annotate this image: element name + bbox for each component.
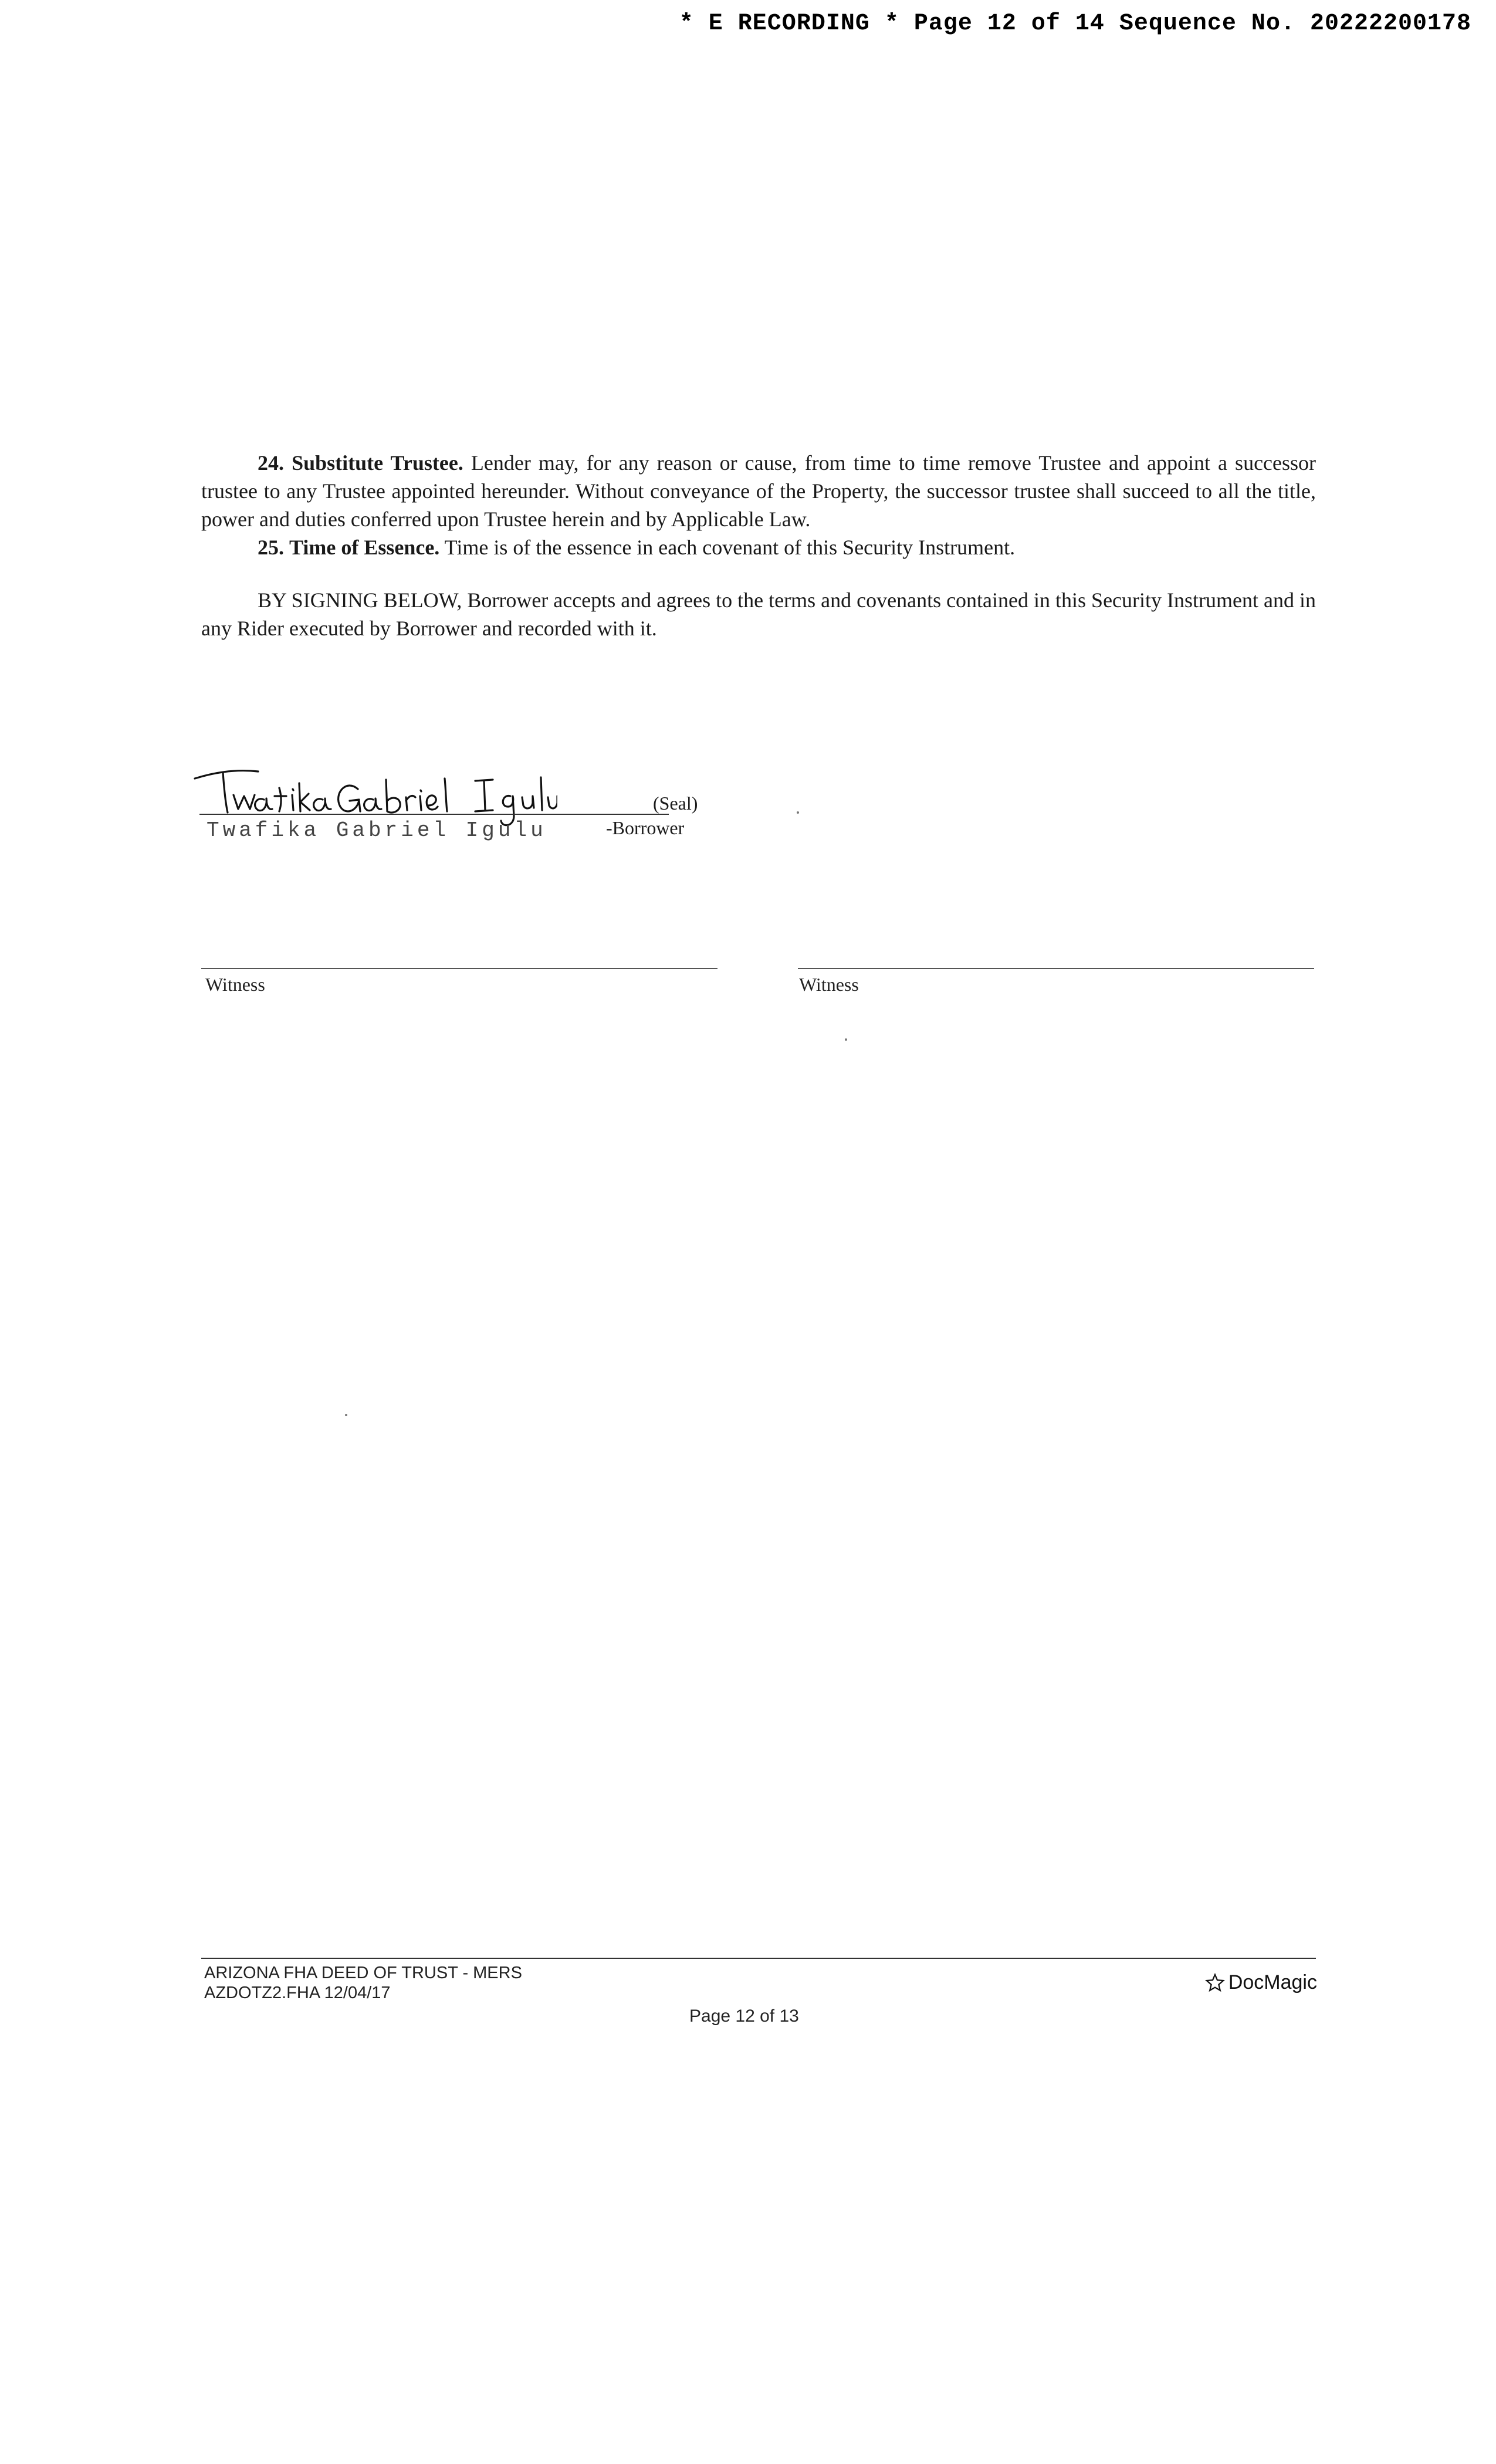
section-25-title: Time of Essence. <box>289 536 440 559</box>
section-24 <box>201 449 1316 533</box>
star-icon <box>1205 1973 1225 1993</box>
section-25-number: 25. <box>258 536 284 559</box>
document-body <box>201 449 1316 642</box>
section-24-title: Substitute Trustee. <box>292 451 463 475</box>
witness-line-right <box>798 968 1314 969</box>
borrower-signature-block <box>176 754 739 859</box>
section-24-text: Lender may, for any reason or cause, from time to time remove Trustee and appoint a successor trustee to any Trustee appointed hereunder. Without conveyance of the Property, the successor trustee shall succeed to all the title, power and duties conferred upon Trustee herein and by Applicable Law. <box>201 451 1316 531</box>
witness-line-left <box>201 968 717 969</box>
docmagic-logo <box>1205 1971 1317 1994</box>
paragraph-gap <box>201 561 1316 586</box>
footer-page-number: Page 12 of 13 <box>689 2006 799 2026</box>
scan-speck <box>845 1038 847 1041</box>
section-25-text: Time is of the essence in each covenant of this Security Instrument. <box>444 536 1016 559</box>
footer-rule <box>201 1958 1316 1959</box>
footer-form-info <box>204 1963 522 2003</box>
seal-label: (Seal) <box>653 793 698 814</box>
signing-statement: BY SIGNING BELOW, Borrower accepts and agrees to the terms and covenants contained in this Security Instrument and in any Rider executed by Borrower and recorded with it. <box>201 588 1316 640</box>
footer-form-code: AZDOTZ2.FHA 12/04/17 <box>204 1984 391 2002</box>
recording-stamp: * E RECORDING * Page 12 of 14 Sequence No. 20222200178 <box>679 11 1471 37</box>
witness-label-right: Witness <box>799 974 859 995</box>
borrower-printed-name: Twafika Gabriel Igulu <box>207 818 547 842</box>
footer-form-title: ARIZONA FHA DEED OF TRUST - MERS <box>204 1964 522 1982</box>
section-25 <box>201 533 1316 561</box>
signature-line <box>199 814 669 815</box>
scan-speck <box>345 1414 347 1416</box>
scan-speck <box>797 811 799 814</box>
borrower-role-label: -Borrower <box>606 817 685 838</box>
footer-brand-name: DocMagic <box>1228 1971 1317 1993</box>
section-24-number: 24. <box>258 451 284 475</box>
witness-label-left: Witness <box>205 974 265 995</box>
